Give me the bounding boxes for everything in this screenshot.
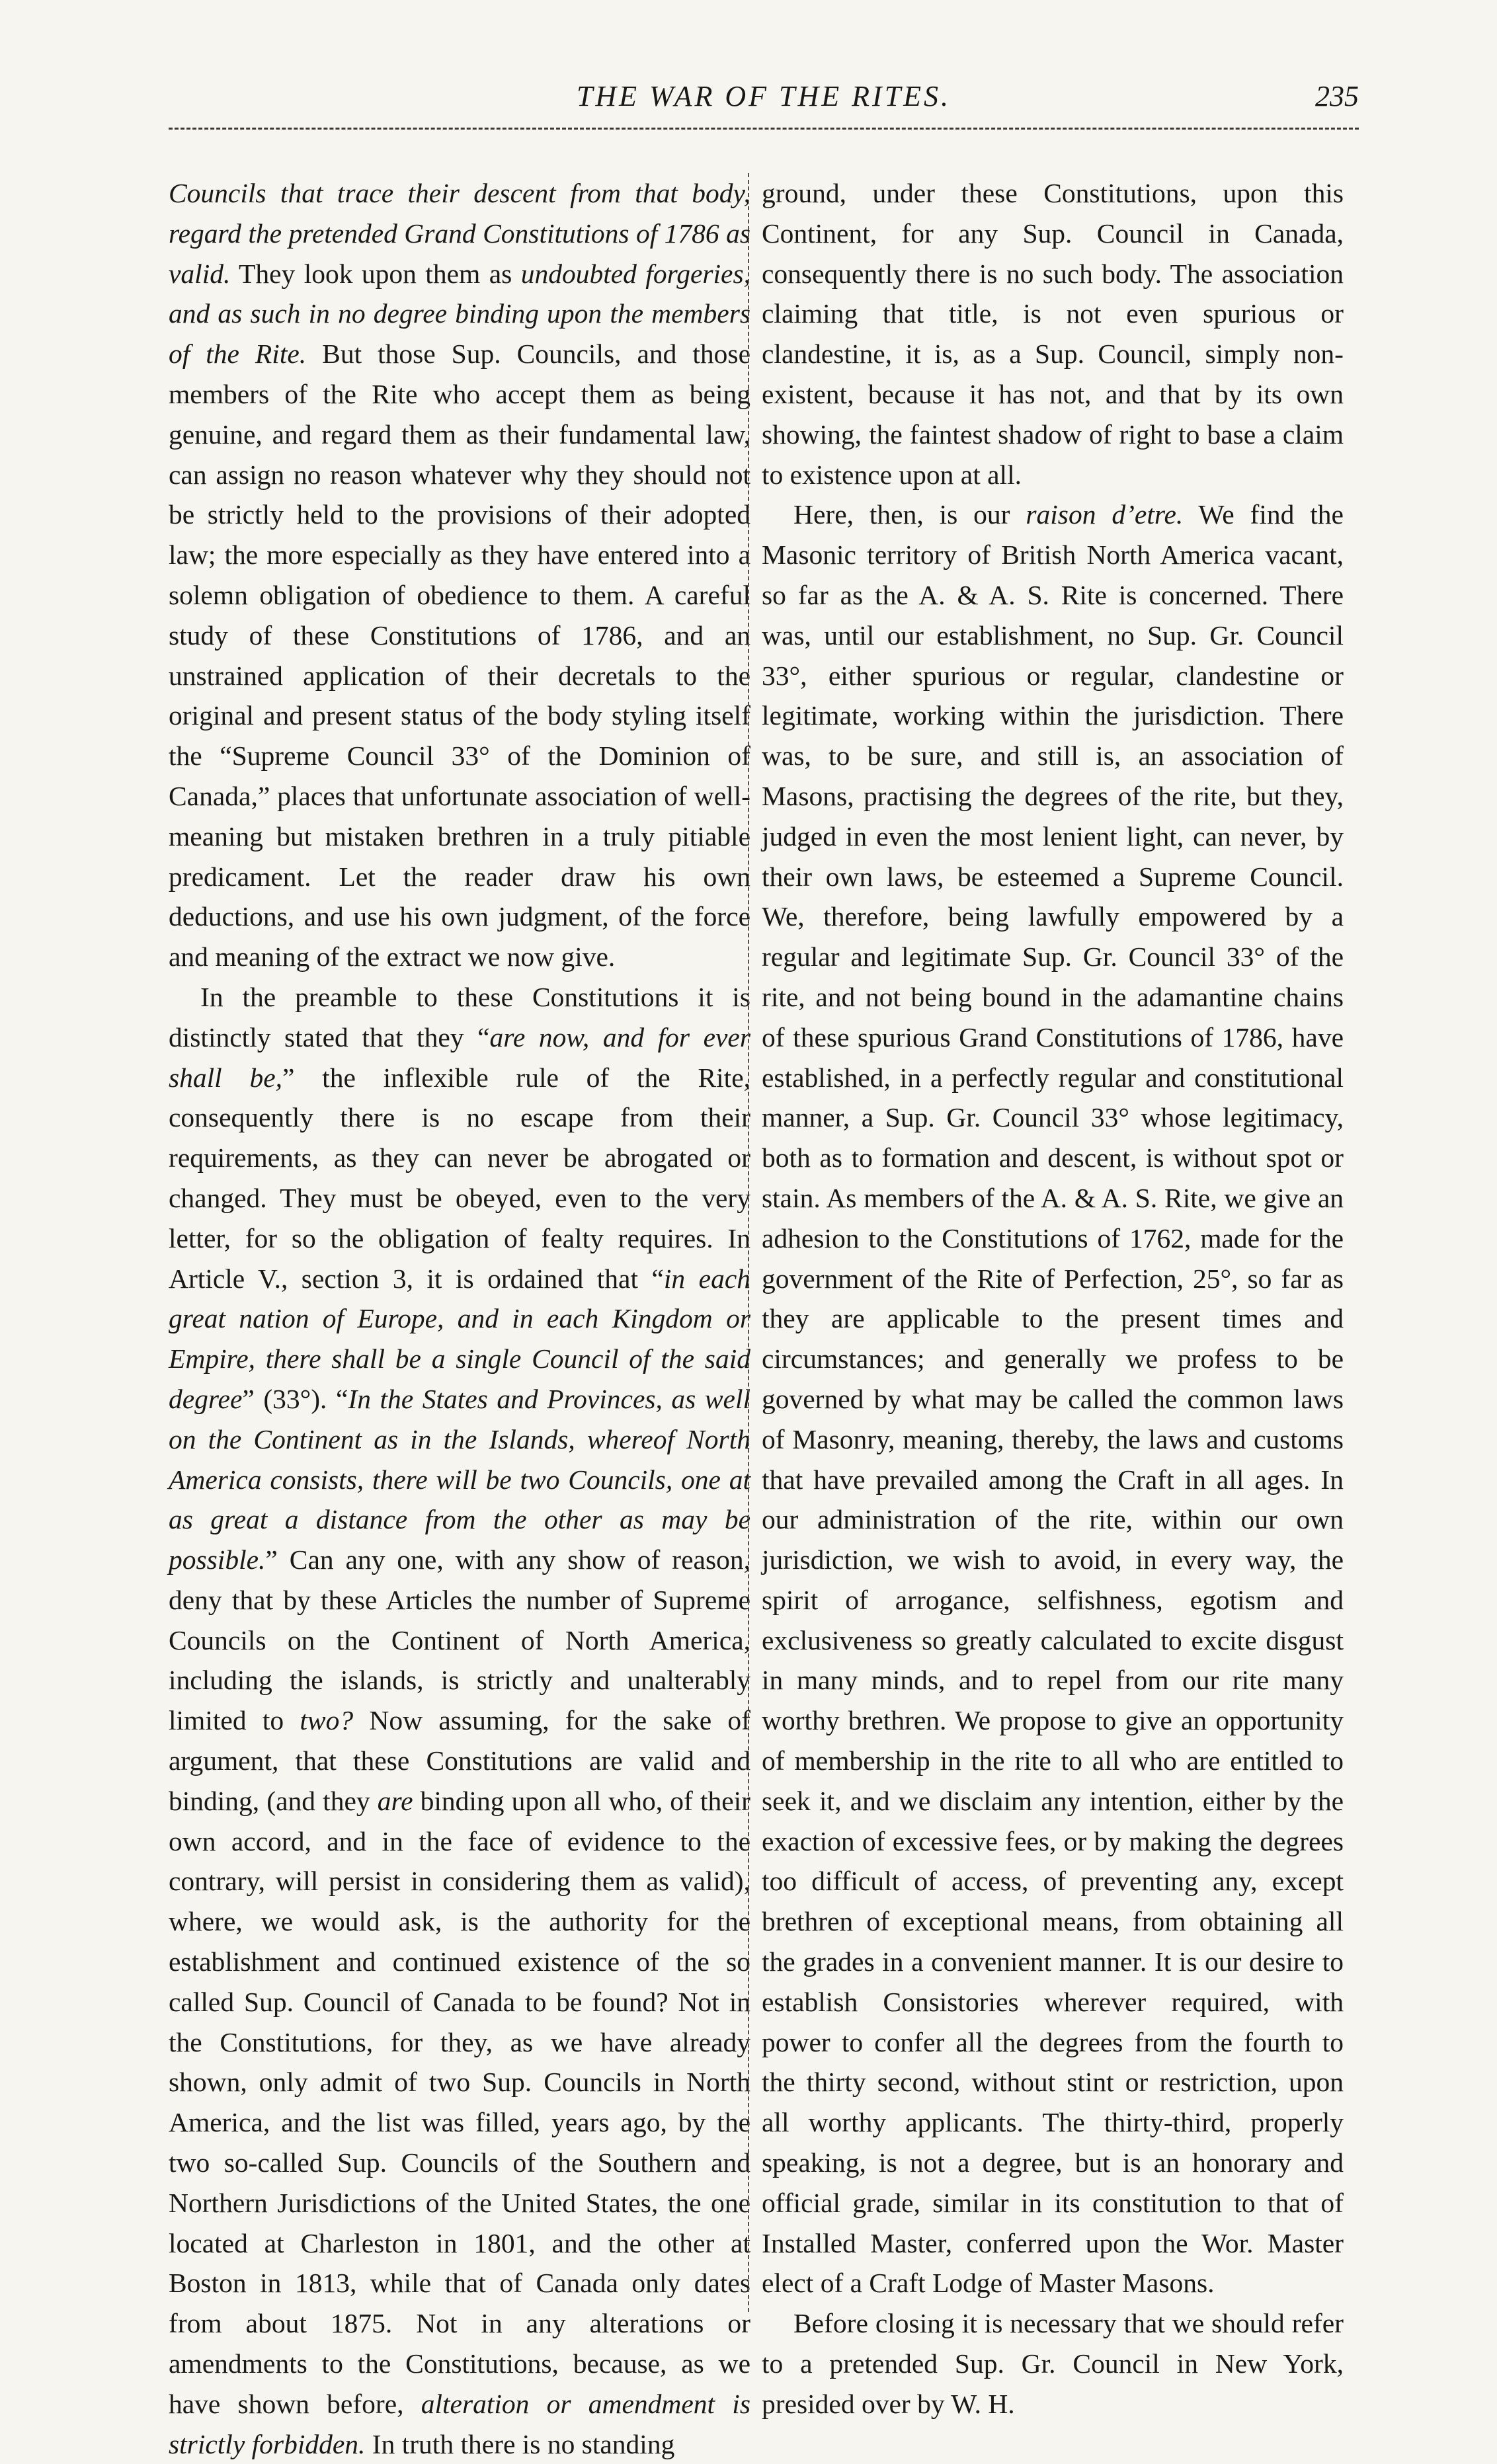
text-run: Before closing it is necessary that we should refer to a pretended Sup. Gr. Council in New York, presided over by W. H. bbox=[762, 2308, 1344, 2419]
text-run: They look upon them as bbox=[230, 258, 521, 289]
text-run: We find the Masonic territory of British North America vacant, so far as the A. & A. S. Rite is concerned. There was, until our establishment, no Sup. Gr. Council 33°, either spurious or regular, clandestine or legitimate, working within the jurisdiction. There was, to be sure, and still is, an association of Masons, practising the degrees of the rite, but they, judged in even the most lenient light, can never, by their own laws, be esteemed a Supreme Council. We, therefore, being lawfully empowered by a regular and legitimate Sup. Gr. Council 33° of the rite, and not being bound in the adamantine chains of these spurious Grand Constitutions of 1786, have established, in a perfectly regular and constitutional manner, a Sup. Gr. Council 33° whose legitimacy, both as to formation and descent, is without spot or stain. As members of the A. & A. S. Rite, we give an adhesion to the Constitutions of 1762, made for the government of the Rite of Perfection, 25°, so far as they are applicable to the present times and circumstances; and generally we profess to be governed by what may be called the common laws of Masonry, meaning, thereby, the laws and customs that have prevailed among the Craft in all ages. In our administration of the rite, within our own jurisdiction, we wish to avoid, in every way, the spirit of arrogance, selfishness, egotism and exclusiveness so greatly calculated to excite disgust in many minds, and to repel from our rite many worthy brethren. We propose to give an opportunity of membership in the rite to all who are entitled to seek it, and we disclaim any intention, either by the exaction of excessive fees, or by making the degrees too difficult of access, of preventing any, except brethren of exceptional means, from obtaining all the grades in a convenient manner. It is our desire to establish Consistories wherever required, with power to confer all the degrees from the fourth to the thirty second, without stint or restriction, upon all worthy applicants. The thirty-third, properly speaking, is not a degree, but is an honorary and official grade, similar in its constitution to that of Installed Master, conferred upon the Wor. Master elect of a Craft Lodge of Master Masons. bbox=[762, 499, 1344, 2299]
text-run: Here, then, is our bbox=[793, 499, 1026, 530]
left-paragraph-2 bbox=[169, 977, 750, 2464]
italic-text-run: are bbox=[377, 1785, 413, 1816]
right-paragraph-1 bbox=[762, 173, 1344, 495]
text-run: ” Can any one, with any show of reason, deny that by these Articles the number of Supreme Councils on the Continent of North America, including the islands, is strictly and unalterably limited to bbox=[169, 1544, 750, 1736]
running-title: THE WAR OF THE RITES. bbox=[576, 80, 951, 112]
right-paragraph-2 bbox=[762, 495, 1344, 2303]
header-rule bbox=[169, 128, 1359, 130]
italic-text-run: are now, and for ever shall be, bbox=[169, 1021, 750, 1093]
page-number: 235 bbox=[1315, 80, 1359, 112]
text-run: In truth there is no standing bbox=[365, 2428, 675, 2459]
page-header bbox=[169, 79, 1359, 139]
left-paragraph-1 bbox=[169, 173, 750, 977]
text-run: Now assuming, for the sake of argument, that these Constitutions are valid and binding, (and they bbox=[169, 1705, 750, 1816]
text-run: In the preamble to these Constitutions it is distinctly stated that they “ bbox=[169, 981, 750, 1053]
italic-text-run: raison d’etre. bbox=[1026, 499, 1184, 530]
italic-text-run: two? bbox=[300, 1705, 354, 1736]
right-paragraph-3 bbox=[762, 2303, 1344, 2424]
text-run: ” the inflexible rule of the Rite, consequently there is no escape from their requirements, as they can never be abrogated or changed. They must be obeyed, even to the very letter, for so the obligation of fealty requires. In Article V., section 3, it is ordained that “ bbox=[169, 1062, 750, 1294]
italic-text-run: undoubted forgeries, and as such in no degree binding upon the members of the Rite. bbox=[169, 258, 750, 370]
italic-text-run: in each great nation of Europe, and in each Kingdom or Empire, there shall be a single Council of the said degree bbox=[169, 1263, 751, 1414]
column-divider bbox=[748, 173, 749, 2312]
italic-text-run: In the States and Provinces, as well on the Continent as in the Islands, whereof North America consists, there will be two Councils, one at as great a distance from the other as may be possible. bbox=[169, 1383, 750, 1575]
left-column bbox=[169, 173, 750, 2464]
italic-text-run: Councils that trace their descent from that body, regard the pretended Grand Constitutions of 1786 as valid. bbox=[169, 178, 750, 289]
text-run: binding upon all who, of their own accord, and in the face of evidence to the contrary, will persist in considering them as valid), where, we would ask, is the authority for the establishment and continued existence of the so called Sup. Council of Canada to be found? Not in the Constitutions, for they, as we have already shown, only admit of two Sup. Councils in North America, and the list was filled, years ago, by the two so-called Sup. Councils of the Southern and Northern Jurisdictions of the United States, the one located at Charleston in 1801, and the other at Boston in 1813, while that of Canada only dates from about 1875. Not in any alterations or amendments to the Constitutions, because, as we have shown before, bbox=[169, 1785, 750, 2419]
text-run: ground, under these Constitutions, upon this Continent, for any Sup. Council in Canada, consequently there is no such body. The association claiming that title, is not even spurious or clandestine, it is, as a Sup. Council, simply non-existent, because it has not, and that by its own showing, the faintest shadow of right to base a claim to existence upon at all. bbox=[762, 178, 1344, 490]
italic-text-run: alteration or amendment is strictly forbidden. bbox=[169, 2388, 750, 2459]
text-run: But those Sup. Councils, and those members of the Rite who accept them as being genuine, and regard them as their fundamental law, can assign no reason whatever why they should not be strictly held to the provisions of their adopted law; the more especially as they have entered into a solemn obligation of obedience to them. A careful study of these Constitutions of 1786, and an unstrained application of their decretals to the original and present status of the body styling itself the “Supreme Council 33° of the Dominion of Canada,” places that unfortunate association of well-meaning but mistaken brethren in a truly pitiable predicament. Let the reader draw his own deductions, and use his own judgment, of the force and meaning of the extract we now give. bbox=[169, 338, 750, 973]
text-run: ” (33°). “ bbox=[242, 1383, 348, 1414]
right-column bbox=[762, 173, 1344, 2424]
